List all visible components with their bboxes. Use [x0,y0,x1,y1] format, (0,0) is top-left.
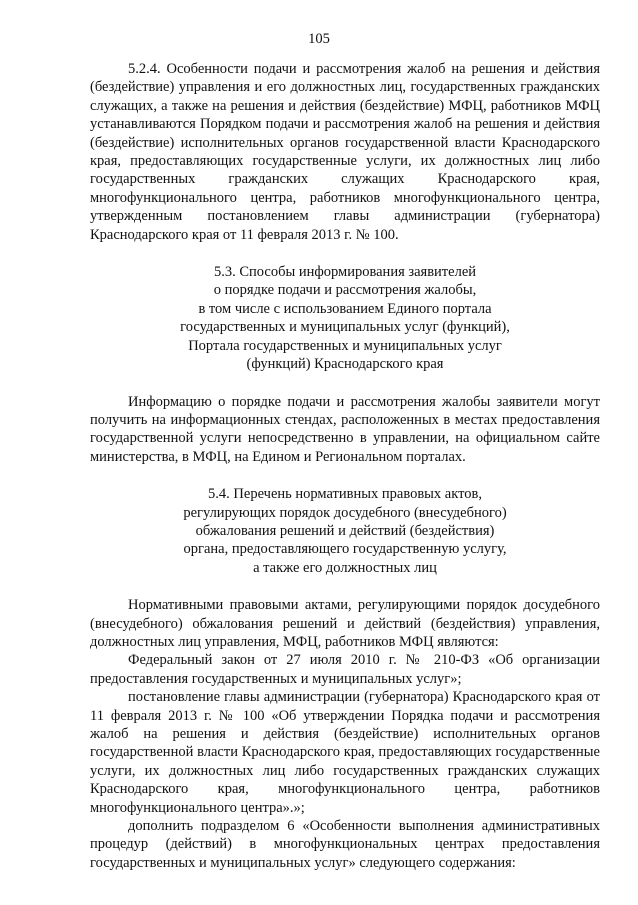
heading-5-3-line: государственных и муниципальных услуг (функций), [180,319,510,336]
heading-5-3-line: в том числе с использованием Единого портала [198,300,492,317]
section-5-2-4-paragraph: 5.2.4. Особенности подачи и рассмотрения жалоб на решения и действия (бездействие) управления и его должностных лиц, государственных гражданских служащих, а также на решения и действия (бездействие) МФЦ, работников МФЦ устанавливаются Порядком подачи и рассмотрения жалоб на решения и действия (бездействие) исполнительных органов государственной власти Краснодарского края, предоставляющих государственные услуги, их должностных лиц либо государственных гражданских служащих Краснодарского края, многофункционального центра, работников многофункционального центра, утвержденным постановлением главы администрации (губернатора) Краснодарского края от 11 февраля 2013 г. № 100. [90,61,600,243]
heading-5-3-line: (функций) Краснодарского края [246,356,444,373]
page-number: 105 [308,31,330,47]
heading-5-4-line: а также его должностных лиц [253,559,437,576]
heading-5-3-line: о порядке подачи и рассмотрения жалобы, [213,282,477,299]
heading-5-4 [90,485,600,577]
section-5-4-intro-paragraph: Нормативными правовыми актами, регулирующими порядок досудебного (внесудебного) обжалования решений и действий (бездействия) управления, должностных лиц управления, МФЦ, работников МФЦ являются: [90,597,600,650]
heading-5-4-line: органа, предоставляющего государственную услугу, [183,541,507,558]
supplement-paragraph: дополнить подразделом 6 «Особенности выполнения административных процедур (действий) в многофункциональных центрах предоставления государственных и муниципальных услуг» следующего содержания: [90,818,600,871]
heading-5-3 [90,263,600,373]
heading-5-3-line: Портала государственных и муниципальных услуг [188,337,502,354]
law-210-paragraph: Федеральный закон от 27 июля 2010 г. № 210-ФЗ «Об организации предоставления государственных и муниципальных услуг»; [90,652,600,687]
heading-5-4-line: обжалования решений и действий (бездействия) [195,522,495,539]
document-body [90,60,600,872]
heading-5-4-line: 5.4. Перечень нормативных правовых актов, [208,486,482,503]
section-5-3-paragraph: Информацию о порядке подачи и рассмотрения жалобы заявители могут получить на информационных стендах, расположенных в местах предоставления государственной услуги непосредственно в управлении, на официальном сайте министерства, в МФЦ, на Едином и Региональном порталах. [90,393,600,465]
heading-5-3-line: 5.3. Способы информирования заявителей [213,264,477,281]
decree-100-paragraph: постановление главы администрации (губернатора) Краснодарского края от 11 февраля 2013 г. № 100 «Об утверждении Порядка подачи и рассмотрения жалоб на решения и действия (бездействие) исполнительных органов государственной власти Краснодарского края, предоставляющих государственные услуги, их должностных лиц либо государственных гражданских служащих Краснодарского края, многофункционального центра, работников многофункционального центра».»; [90,689,600,816]
heading-5-4-line: регулирующих порядок досудебного (внесудебного) [183,504,507,521]
